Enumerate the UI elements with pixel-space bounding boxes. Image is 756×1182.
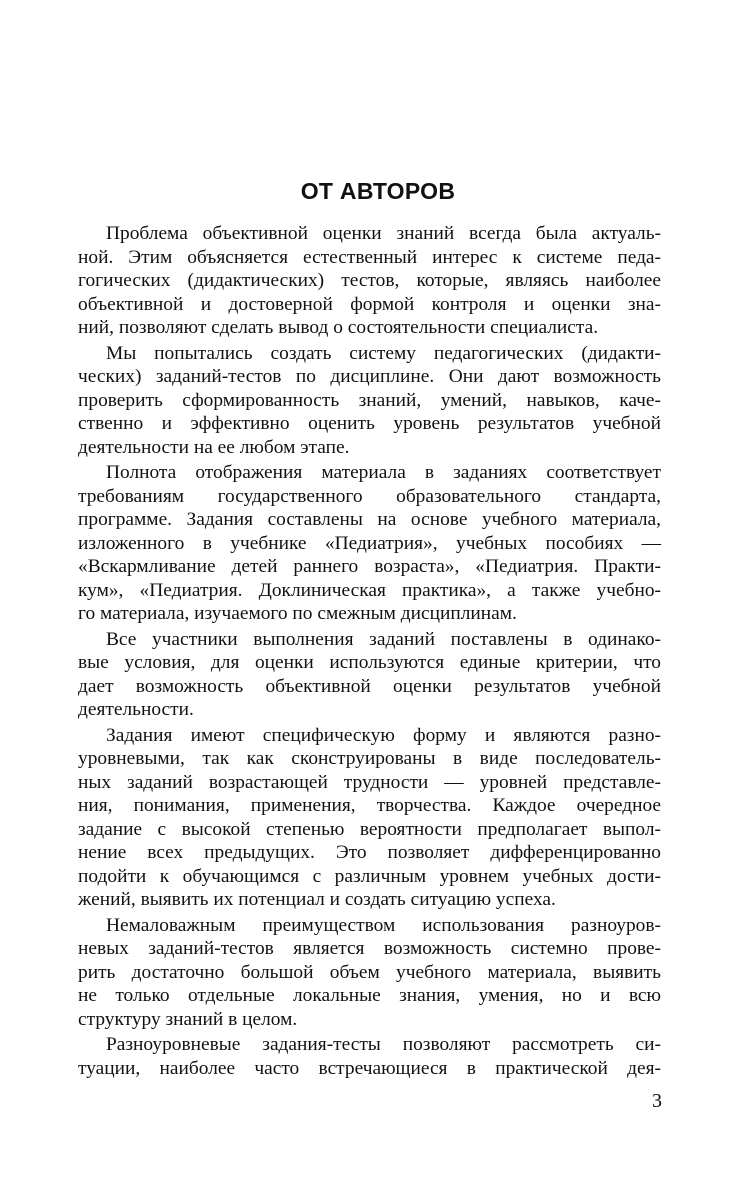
text-line: ния, понимания, применения, творчества. Каждое очередное [78, 795, 661, 816]
page-number: 3 [652, 1090, 662, 1112]
paragraph [78, 461, 661, 626]
text-line: рить достаточно большой объем учебного материала, выявить [78, 961, 661, 983]
text-line: уровневыми, так как сконструированы в виде последователь- [78, 748, 661, 769]
text-line: Немаловажным преимуществом использования разноуров- [106, 914, 661, 936]
text-line: проверить сформированность знаний, умений, навыков, каче- [78, 389, 661, 411]
text-line: ственно и эффективно оценить уровень результатов учебной [78, 413, 661, 434]
paragraph [78, 342, 661, 460]
text-line: ных заданий возрастающей трудности — уровней представле- [78, 771, 661, 793]
text-line: структуру знаний в целом. [78, 1008, 298, 1030]
text-line: нение всех предыдущих. Это позволяет дифференцированно [78, 842, 661, 863]
text-line: Все участники выполнения заданий поставлены в одинако- [106, 628, 661, 650]
body-text [78, 222, 661, 1080]
text-line: ной. Этим объясняется естественный интерес к системе педа- [78, 246, 661, 268]
text-line: вые условия, для оценки используются единые критерии, что [78, 652, 661, 673]
text-line: туации, наиболее часто встречающиеся в практической дея- [78, 1057, 661, 1079]
text-line: го материала, изучаемого по смежным дисциплинам. [78, 603, 517, 624]
paragraph [78, 222, 661, 340]
text-line: ческих) заданий-тестов по дисциплине. Они дают возможность [78, 366, 661, 387]
paragraph [78, 628, 661, 722]
paragraph [78, 914, 661, 1032]
text-line: жений, выявить их потенциал и создать ситуацию успеха. [78, 889, 556, 910]
text-line: Полнота отображения материала в заданиях соответствует [106, 462, 661, 483]
text-line: требованиям государственного образовательного стандарта, [78, 485, 661, 507]
text-line: объективной и достоверной формой контроля и оценки зна- [78, 293, 661, 315]
text-line: Разноуровневые задания-тесты позволяют рассмотреть си- [106, 1034, 661, 1055]
text-line: невых заданий-тестов является возможность системно прове- [78, 938, 661, 959]
text-line: изложенного в учебнике «Педиатрия», учебных пособиях — [78, 532, 661, 554]
text-line: «Вскармливание детей раннего возраста», «Педиатрия. Практи- [78, 556, 661, 577]
text-line: задание с высокой степенью вероятности предполагает выпол- [78, 818, 661, 840]
text-line: подойти к обучающимся с различным уровнем учебных дости- [78, 865, 661, 887]
page-title: ОТ АВТОРОВ [300, 178, 456, 204]
text-line: Проблема объективной оценки знаний всегда была актуаль- [106, 223, 661, 244]
text-line: ний, позволяют сделать вывод о состоятельности специалиста. [78, 317, 599, 338]
text-line: Мы попытались создать систему педагогических (дидакти- [106, 342, 661, 364]
text-line: дает возможность объективной оценки результатов учебной [78, 675, 661, 697]
paragraph [78, 1033, 661, 1080]
text-line: гогических (дидактических) тестов, которые, являясь наиболее [78, 270, 661, 291]
text-line: не только отдельные локальные знания, умения, но и всю [78, 985, 661, 1006]
text-line: деятельности на ее любом этапе. [78, 436, 350, 458]
text-line: кум», «Педиатрия. Доклиническая практика», а также учебно- [78, 579, 661, 601]
text-line: программе. Задания составлены на основе учебного материала, [78, 509, 661, 530]
paragraph [78, 724, 661, 912]
text-line: Задания имеют специфическую форму и являются разно- [106, 724, 661, 746]
text-line: деятельности. [78, 699, 194, 720]
